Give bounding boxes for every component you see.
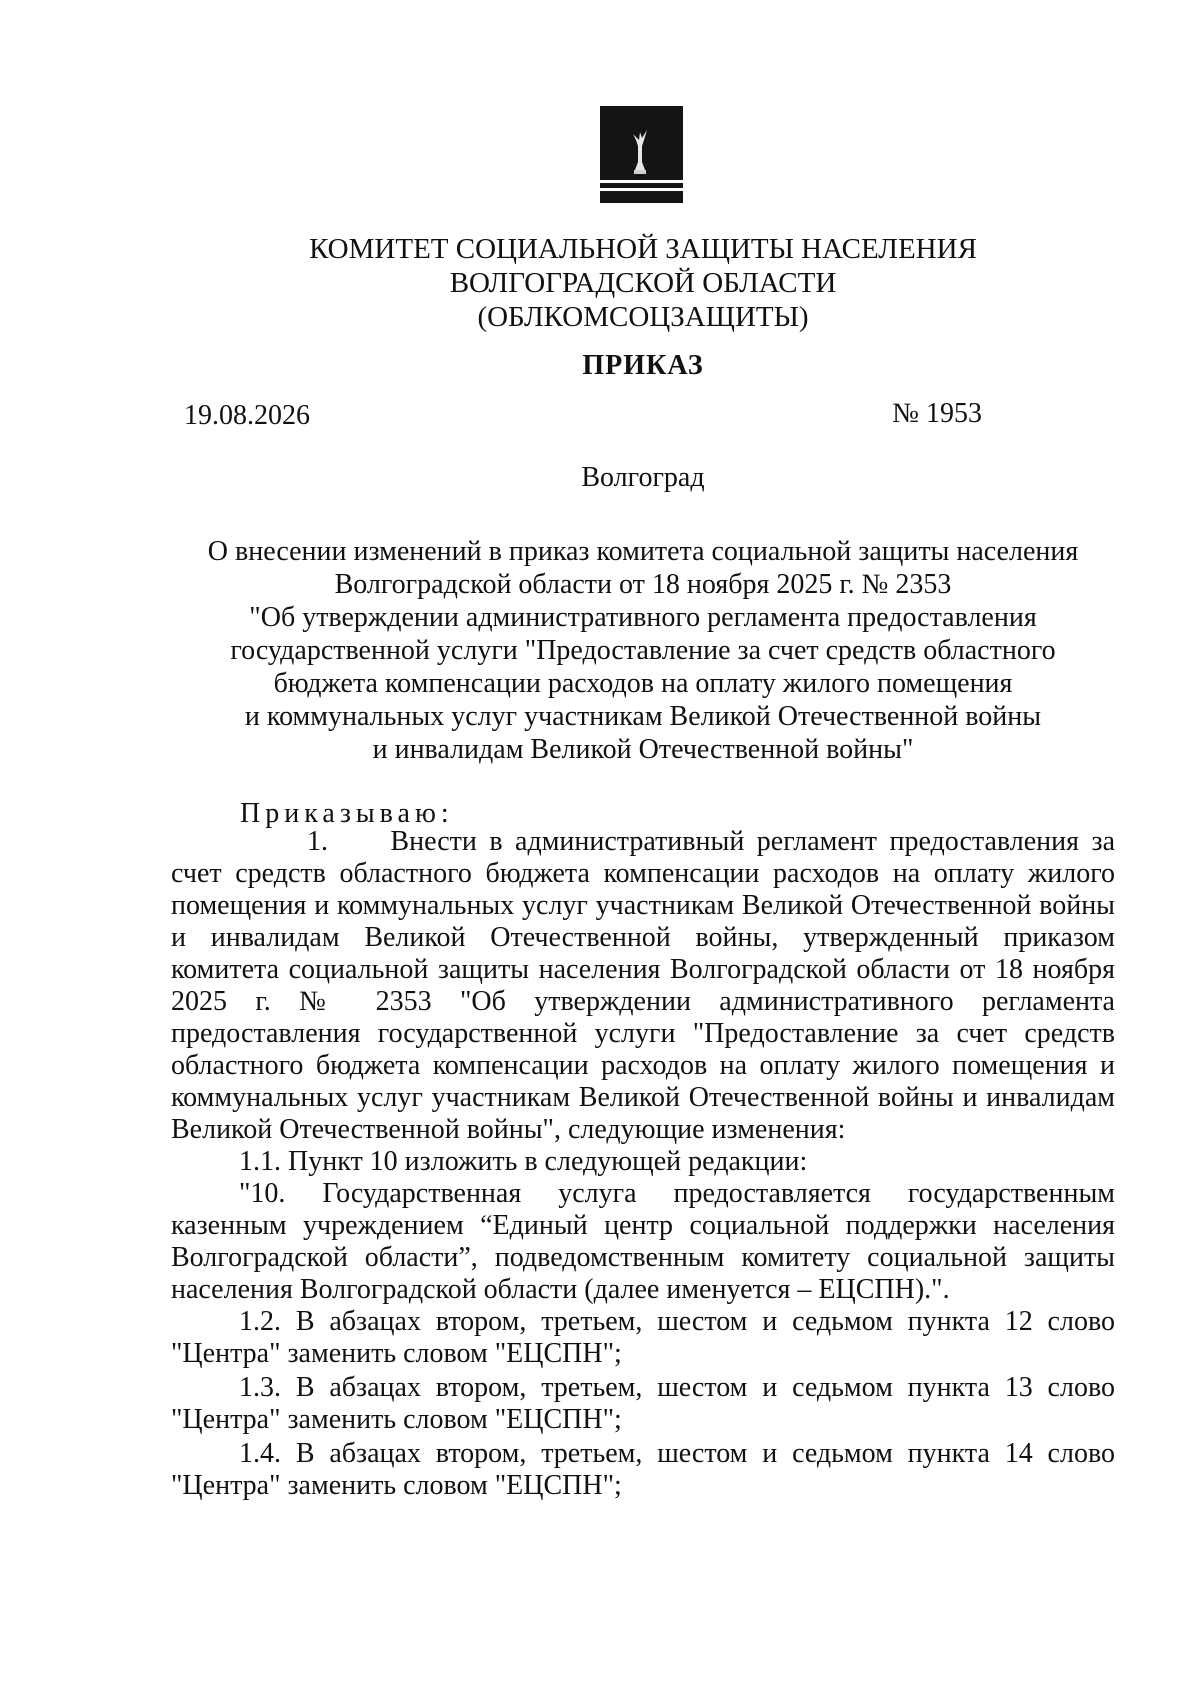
org-line-1: КОМИТЕТ СОЦИАЛЬНОЙ ЗАЩИТЫ НАСЕЛЕНИЯ bbox=[309, 233, 977, 265]
paragraph-1-2: 1.2. В абзацах втором, третьем, шестом и седьмом пункта 12 слово "Центра" заменить словом "ЕЦСПН"; bbox=[171, 1306, 1115, 1369]
paragraph-1-number: 1. bbox=[307, 826, 328, 857]
paragraph-1-3: 1.3. В абзацах втором, третьем, шестом и седьмом пункта 13 слово "Центра" заменить словом "ЕЦСПН"; bbox=[171, 1372, 1115, 1435]
paragraph-1-1: 1.1. Пункт 10 изложить в следующей редакции: bbox=[239, 1146, 808, 1177]
paragraph-1 bbox=[171, 826, 1115, 1146]
document-type: ПРИКАЗ bbox=[582, 350, 704, 381]
paragraph-1-4: 1.4. В абзацах втором, третьем, шестом и седьмом пункта 14 слово "Центра" заменить словом "ЕЦСПН"; bbox=[171, 1438, 1115, 1501]
org-line-2: ВОЛГОГРАДСКОЙ ОБЛАСТИ bbox=[449, 267, 837, 299]
title-line: Волгоградской области от 18 ноября 2025 г. № 2353 bbox=[334, 569, 952, 600]
document-title bbox=[160, 535, 1126, 766]
document-number: № 1953 bbox=[892, 398, 982, 429]
title-line: государственной услуги "Предоставление за счет средств областного bbox=[230, 635, 1056, 666]
paragraph-1-1-quote: "10. Государственная услуга предоставляется государственным казенным учреждением “Единый центр социальной поддержки населения Волгоградской области”, подведомственным комитету социальной защиты населения Волгоградской области (далее именуется – ЕЦСПН).". bbox=[171, 1178, 1115, 1305]
title-line: бюджета компенсации расходов на оплату жилого помещения bbox=[273, 668, 1013, 699]
motherland-statue-icon bbox=[630, 128, 650, 178]
paragraph-1-text: Внести в административный регламент предоставления за счет средств областного бюджета компенсации расходов на оплату жилого помещения и коммунальных услуг участникам Великой Отечественной войны и инвалидам Великой Отечественной войны, утвержденный приказом комитета социальной защиты населения Волгоградской области от 18 ноября 2025 г. № 2353 "Об утверждении административного регламента предоставления государственной услуги "Предоставление за счет средств областного бюджета компенсации расходов на оплату жилого помещения и коммунальных услуг участникам Великой Отечественной войны и инвалидам Великой Отечественной войны", следующие изменения: bbox=[171, 826, 1116, 1145]
document-body bbox=[171, 826, 1115, 1504]
document-city: Волгоград bbox=[581, 462, 705, 493]
title-line: и коммунальных услуг участникам Великой Отечественной войны bbox=[244, 701, 1042, 732]
order-word: Приказываю: bbox=[240, 798, 454, 829]
title-line: О внесении изменений в приказ комитета социальной защиты населения bbox=[207, 536, 1079, 567]
org-line-3: (ОБЛКОМСОЦЗАЩИТЫ) bbox=[477, 301, 809, 333]
document-date: 19.08.2026 bbox=[184, 400, 310, 431]
coat-of-arms-emblem bbox=[600, 106, 683, 203]
organization-name bbox=[0, 232, 1200, 334]
title-line: и инвалидам Великой Отечественной войны" bbox=[372, 734, 914, 765]
title-line: "Об утверждении административного регламента предоставления bbox=[249, 602, 1037, 633]
